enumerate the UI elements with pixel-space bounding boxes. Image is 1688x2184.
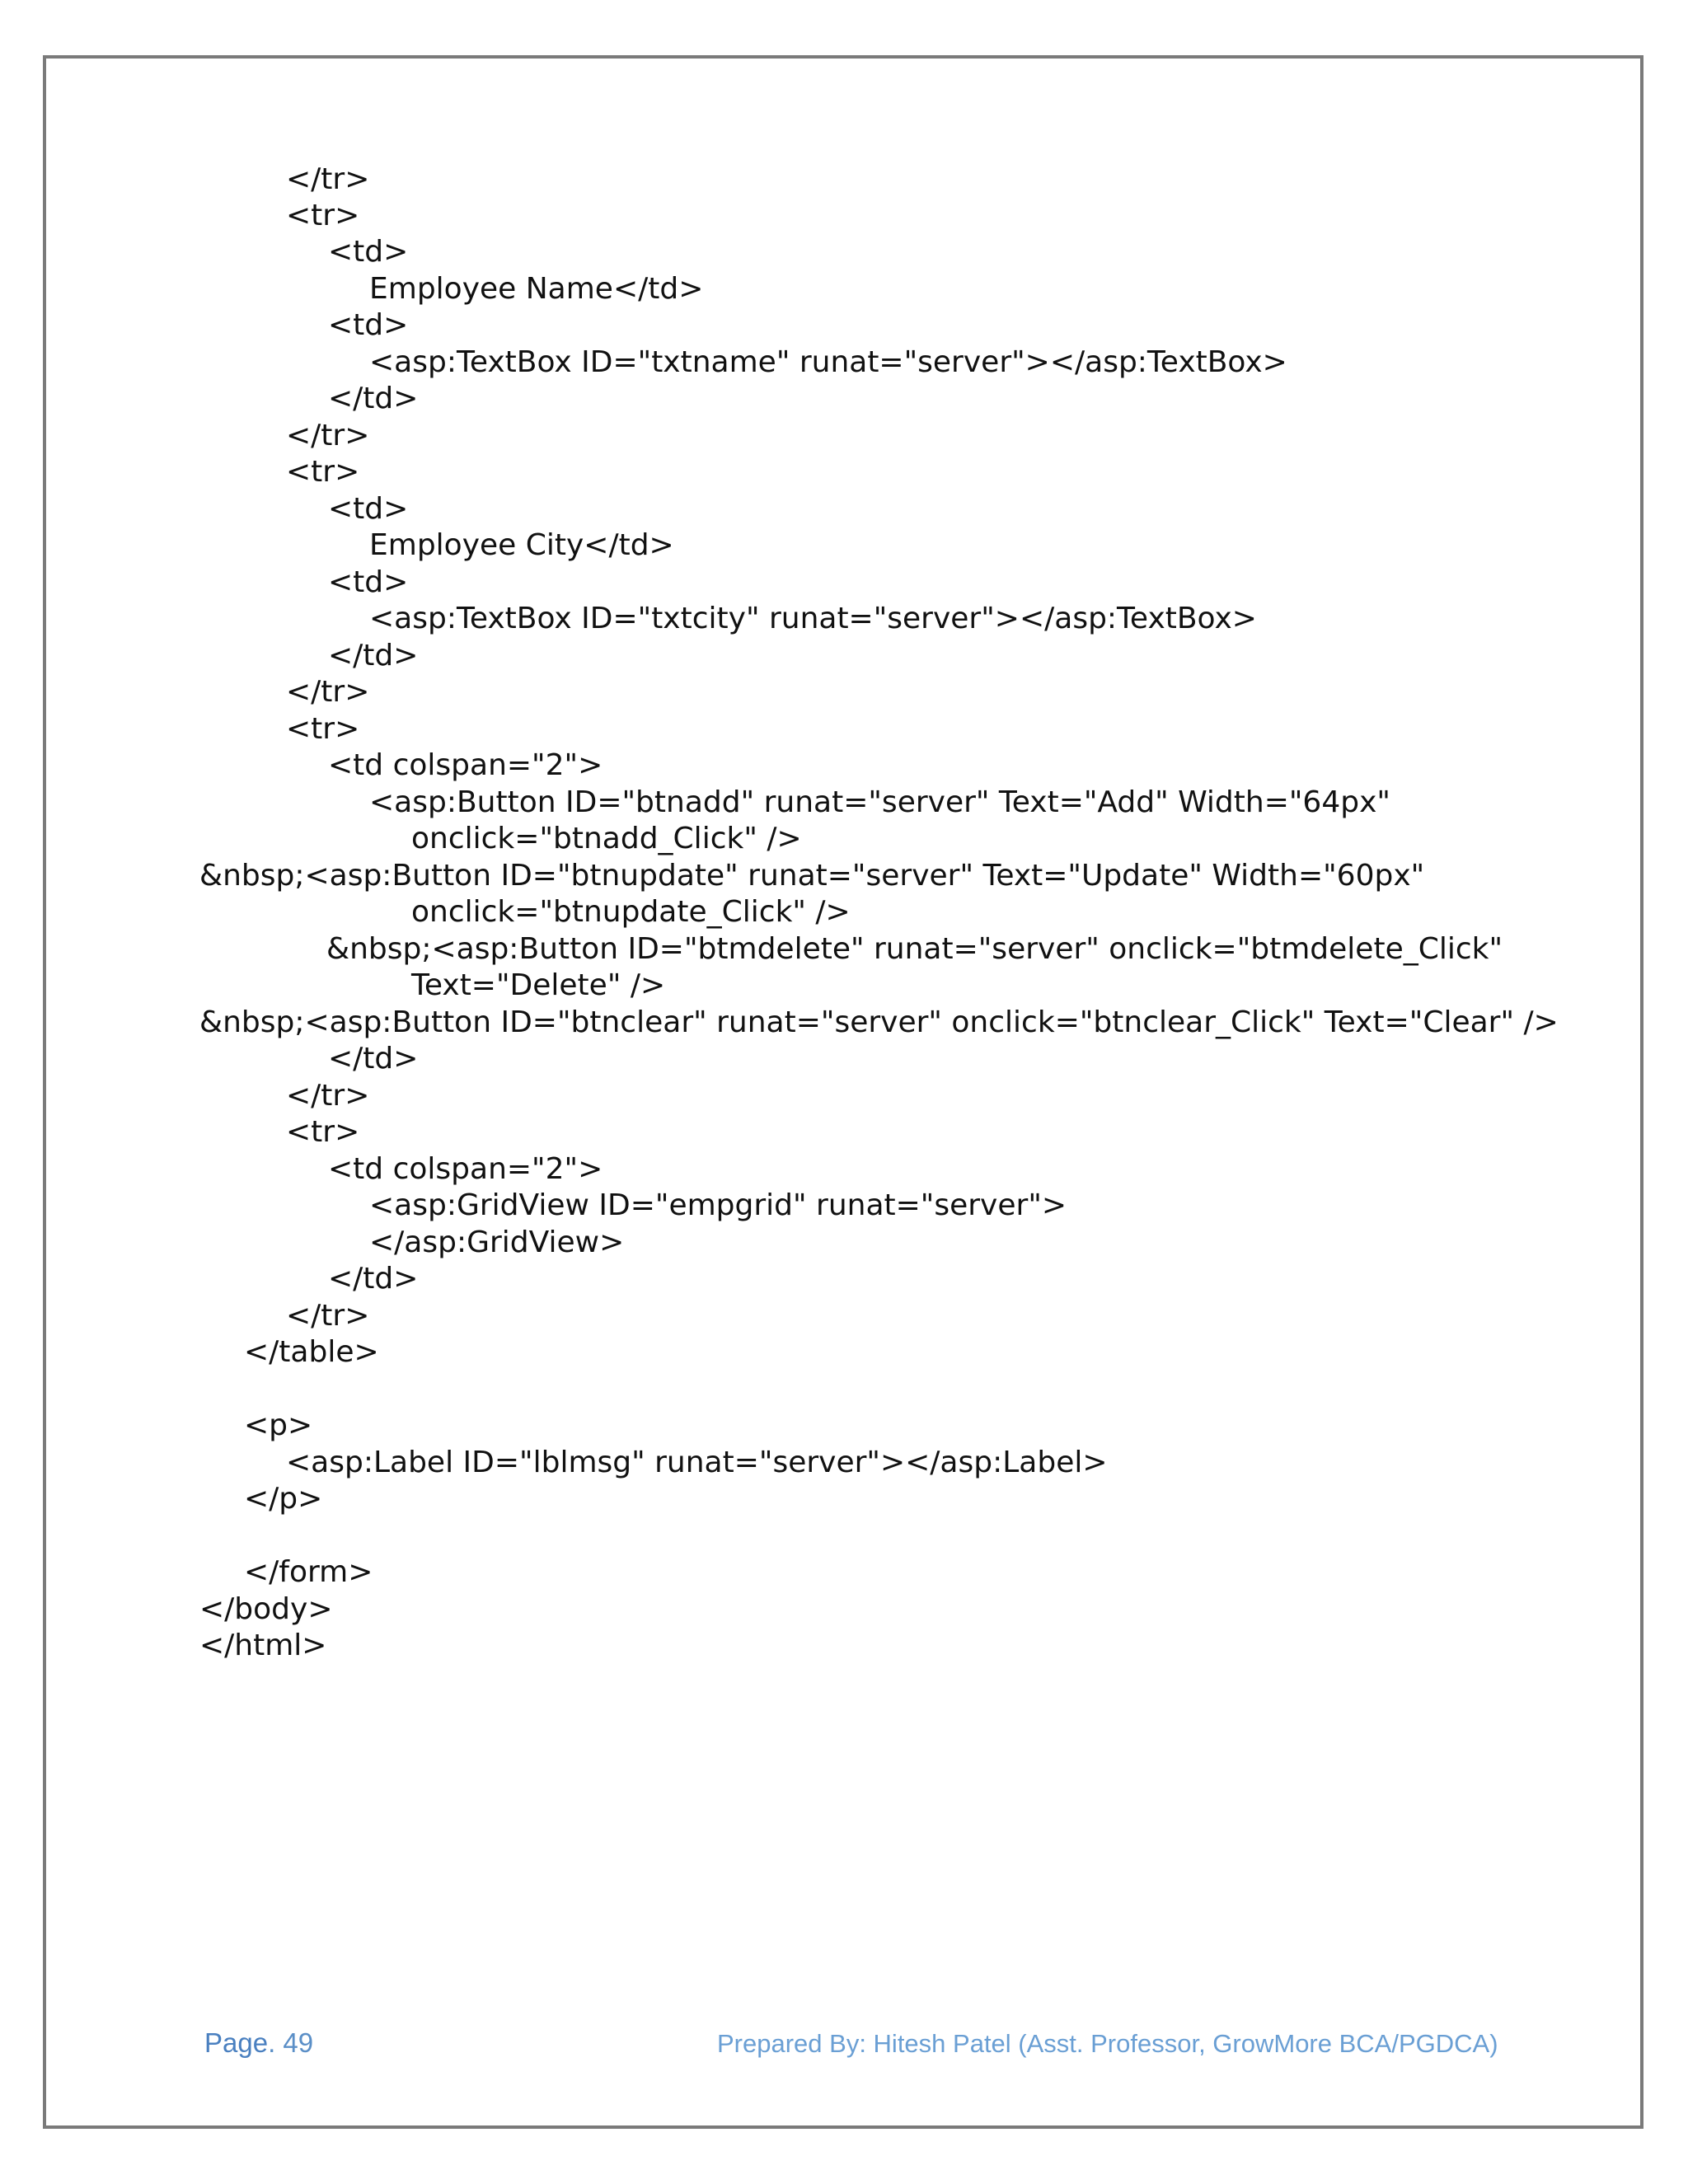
- code-line: <asp:Label ID="lblmsg" runat="server"></asp:Label>: [286, 1446, 1108, 1479]
- code-line: <td colspan="2">: [328, 1152, 603, 1186]
- code-line: </tr>: [286, 1299, 370, 1333]
- code-line: <tr>: [286, 712, 360, 746]
- code-line: <p>: [244, 1408, 313, 1442]
- code-line: </table>: [244, 1335, 379, 1369]
- code-line: <td>: [328, 492, 409, 526]
- page-number-value: . 49: [268, 2027, 314, 2058]
- code-line: </tr>: [286, 419, 370, 452]
- code-line: <tr>: [286, 455, 360, 489]
- code-line: Employee City</td>: [369, 528, 674, 562]
- code-line: <td colspan="2">: [328, 748, 603, 782]
- code-line: Text="Delete" />: [411, 968, 666, 1002]
- code-line: &nbsp;<asp:Button ID="btnclear" runat="server" onclick="btnclear_Click" Text="Clear" />: [199, 1005, 1559, 1039]
- code-line: <td>: [328, 565, 409, 599]
- code-line: </html>: [199, 1629, 327, 1662]
- code-line: <tr>: [286, 1115, 360, 1149]
- code-line: onclick="btnadd_Click" />: [411, 822, 802, 855]
- code-line: <asp:GridView ID="empgrid" runat="server">: [369, 1188, 1067, 1222]
- code-line: </tr>: [286, 162, 370, 196]
- code-line: </td>: [328, 1262, 419, 1296]
- code-line: <asp:TextBox ID="txtname" runat="server"></asp:TextBox>: [369, 345, 1287, 379]
- code-line: <td>: [328, 235, 409, 269]
- page-label: Page: [204, 2027, 269, 2058]
- code-line: </td>: [328, 639, 419, 673]
- code-line: <tr>: [286, 199, 360, 232]
- code-line: </tr>: [286, 1079, 370, 1113]
- code-line: </p>: [244, 1482, 323, 1516]
- code-line: &nbsp;<asp:Button ID="btnupdate" runat="server" Text="Update" Width="60px": [199, 859, 1425, 893]
- code-line: </form>: [244, 1555, 373, 1589]
- code-line: onclick="btnupdate_Click" />: [411, 895, 851, 929]
- code-line: </asp:GridView>: [369, 1226, 625, 1259]
- page-number: [204, 2027, 313, 2059]
- code-line: </body>: [199, 1592, 333, 1626]
- code-line: <td>: [328, 308, 409, 342]
- code-line: </td>: [328, 382, 419, 415]
- prepared-by-footer: Prepared By: Hitesh Patel (Asst. Professor, GrowMore BCA/PGDCA): [717, 2029, 1498, 2058]
- code-line: <asp:Button ID="btnadd" runat="server" Text="Add" Width="64px": [369, 785, 1390, 819]
- code-line: Employee Name</td>: [369, 272, 704, 306]
- code-line: <asp:TextBox ID="txtcity" runat="server"></asp:TextBox>: [369, 602, 1257, 635]
- code-line: &nbsp;<asp:Button ID="btmdelete" runat="server" onclick="btmdelete_Click": [326, 932, 1503, 966]
- code-line: </td>: [328, 1042, 419, 1076]
- code-line: </tr>: [286, 675, 370, 709]
